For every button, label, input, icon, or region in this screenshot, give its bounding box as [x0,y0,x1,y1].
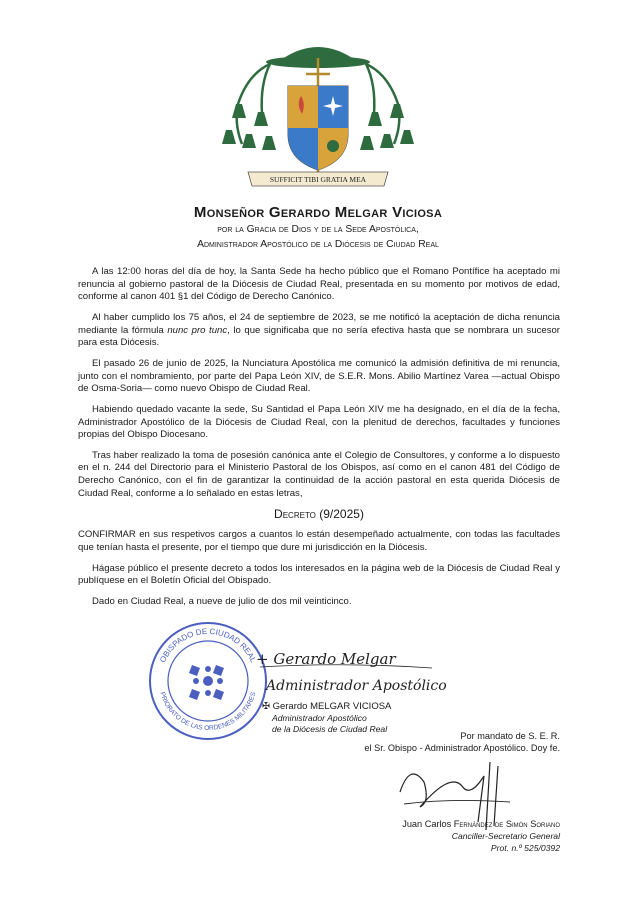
seal-bottom-text: PRIORATO DE LAS ORDENES MILITARES [158,691,258,733]
document-header [0,204,636,251]
paragraph-3: El pasado 26 de junio de 2025, la Nunciatura Apostólica me comunicó la admisión definitiva de mi renuncia, junto con el nombramiento, por parte del Papa León XIV, de S.E.R. Mons. Abilio Martínez Varea —actual Obispo de Osma-Soria— como nuevo Obispo de Ciudad Real. [78,357,560,395]
decree-title: Decreto (9/2025) [274,507,364,522]
signature-1-name: ✠ Gerardo MELGAR VICIOSA [262,701,392,712]
coat-of-arms [208,34,428,192]
paragraph-2 [78,312,560,350]
signature-1-role1: Administrador Apostólico [272,713,367,723]
paragraph-2-em: nunc pro tunc [167,324,228,336]
paragraph-6: CONFIRMAR en sus respetivos cargos a cuantos lo están desempeñado actualmente, con todas las facultades que tenían hasta el presente, por el tiempo que dure mi jurisdicción en la Diócesis. [78,529,560,553]
paragraph-4: Habiendo quedado vacante la sede, Su Santidad el Papa León XIV me ha designado, en el día de la fecha, Administrador Apostólico de la Diócesis de Ciudad Real, con la plenitud de derechos, facultades y funciones propias del Obispo Diocesano. [78,403,560,441]
paragraph-8: Dado en Ciudad Real, a nueve de julio de dos mil veinticinco. [92,595,352,607]
document-body [78,266,560,617]
signature-2-name [340,818,560,830]
signature-1-role2: de la Diócesis de Ciudad Real [272,724,388,734]
paragraph-7: Hágase público el presente decreto a todos los interesados en la página web de la Diócesis de Ciudad Real y publíquese en el Boletín Oficial del Obispado. [78,562,560,587]
protocol-number: Prot. n.º 525/0392 [490,843,560,853]
header-line1: por la Gracia de Dios y de la Sede Apostólica, [217,224,419,235]
paragraph-2-a: Al haber cumplido los 75 años, el 24 de septiembre de 2023, se me notificó la aceptación de dicha renuncia mediante la fórmula [78,311,560,336]
paragraph-5: Tras haber realizado la toma de posesión canónica ante el Colegio de Consultores, y conforme a lo dispuesto en el n. 244 del Directorio para el Ministerio Pastoral de los Obispos, así como en el canon 481 del Código de Derecho Canónico, con el fin de garantizar la continuidad de la acción pastoral en esta querida Diócesis de Ciudad Real, conforme a lo señalado en estas letras, [78,449,560,499]
signature-1-handwriting [252,642,452,702]
mandate-line2: el Sr. Obispo - Administrador Apostólico. Doy fe. [364,743,560,753]
seal-top-text: OBISPADO DE CIUDAD REAL [158,626,258,664]
paragraph-2-b: , lo que significaba que no sería efectiva hasta que se nombrara un sucesor para esta Diócesis. [78,324,560,349]
header-line2: Administrador Apostólico de la Diócesis de Ciudad Real [197,239,439,250]
motto-text: SUFFICIT TIBI GRATIA MEA [269,175,367,184]
paragraph-1: A las 12:00 horas del día de hoy, la Santa Sede ha hecho público que el Romano Pontífice ha aceptado mi renuncia al gobierno pastoral de la Diócesis de Ciudad Real, presentada en su momento por motivos de edad, conforme al canon 401 §1 del Código de Derecho Canónico. [78,266,560,303]
signature-2-name-surname: Fernández de Simón Soriano [453,819,560,829]
signature-2-role: Canciller-Secretario General [451,831,560,841]
mandate-block [320,730,560,754]
bishop-name: Monseñor Gerardo Melgar Viciosa [193,204,443,221]
signature-1-line1: + Gerardo Melgar [256,650,396,668]
signature-2-name-given: Juan Carlos [402,819,454,829]
signature-2-block [340,818,560,854]
mandate-line1: Por mandato de S. E. R. [460,731,560,741]
signature-1-line2: Administrador Apostólico [266,678,447,694]
official-seal [147,620,269,742]
